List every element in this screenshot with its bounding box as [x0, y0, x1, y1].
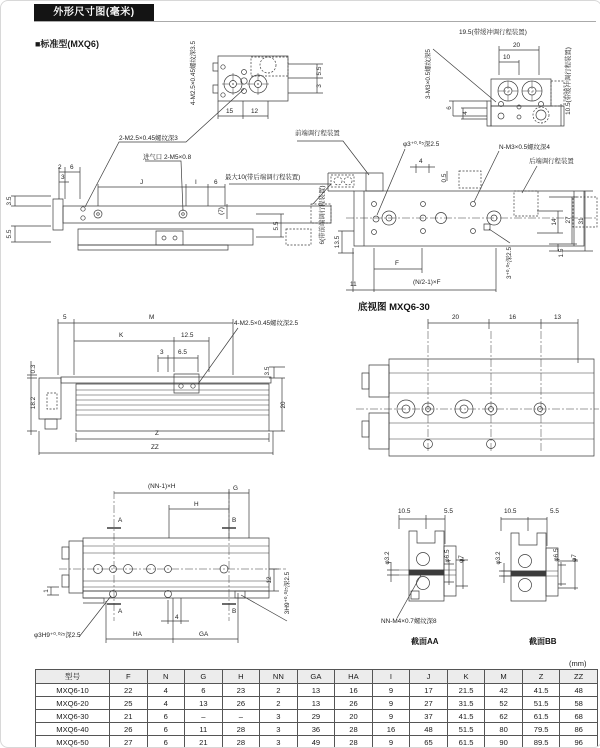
value-cell: 4 — [147, 684, 185, 697]
dia-label: φ6.5 — [554, 548, 560, 561]
section-mark: B — [232, 518, 236, 524]
dim-label: 12 — [251, 109, 258, 115]
slot-note: 3⁺⁰·⁰⁵深2.5 — [507, 247, 513, 279]
standard-type-label: ■标准型(MXQ6) — [35, 37, 99, 50]
table-row — [36, 710, 598, 723]
value-cell: 51.5 — [522, 697, 560, 710]
value-cell: 13 — [297, 697, 335, 710]
value-cell: 27 — [110, 736, 148, 748]
dia-label: φ3.2 — [385, 551, 391, 564]
value-cell: 27 — [410, 697, 448, 710]
thread-note: NN-M4×0.7螺纹深8 — [381, 619, 437, 625]
dim-label: Z — [155, 431, 159, 437]
value-cell: 9 — [372, 710, 410, 723]
value-cell: 17 — [410, 684, 448, 697]
dim-label: 3.5 — [265, 367, 271, 376]
dim-label: 13.5 — [335, 236, 341, 248]
value-cell: 28 — [222, 736, 260, 748]
value-cell: 9 — [372, 697, 410, 710]
dim-label: 3 — [160, 350, 164, 356]
value-cell: 3 — [260, 710, 298, 723]
bottom-view-30-drawing — [356, 319, 599, 456]
value-cell: 2 — [260, 697, 298, 710]
front-adjuster-note: 前端调行程装置 — [295, 131, 340, 137]
dia-label: φ7 — [459, 555, 465, 563]
section-aa-label: 截面AA — [411, 638, 439, 646]
model-cell: MXQ6-30 — [36, 710, 110, 723]
dim-label: H — [194, 502, 199, 508]
dim-label: 11 — [350, 282, 357, 288]
value-cell: 23 — [222, 684, 260, 697]
col-header: G — [185, 670, 223, 684]
col-header-model: 型号 — [36, 670, 110, 684]
value-cell: 79.5 — [522, 723, 560, 736]
value-cell: 13 — [297, 684, 335, 697]
end-view-right-drawing — [433, 46, 564, 126]
value-cell: – — [185, 710, 223, 723]
value-cell: 28 — [222, 723, 260, 736]
col-header: K — [447, 670, 485, 684]
air-port-note: 进气口 2-M5×0.8 — [143, 155, 191, 161]
table-header-row — [36, 670, 598, 684]
dim-label: 12.5 — [181, 333, 193, 339]
value-cell: 51.5 — [447, 723, 485, 736]
header-rule — [34, 21, 596, 22]
section-bb-label: 截面BB — [529, 638, 557, 646]
model-cell: MXQ6-20 — [36, 697, 110, 710]
thread-note: 3-M3×0.5螺纹深5 — [426, 49, 432, 99]
dim-label: 20 — [513, 43, 520, 49]
model-cell: MXQ6-50 — [36, 736, 110, 748]
model-cell: MXQ6-10 — [36, 684, 110, 697]
thread-note: 4-M2.5×0.45螺纹深2.5 — [234, 321, 298, 327]
value-cell: 13 — [185, 697, 223, 710]
value-cell: 61.5 — [447, 736, 485, 748]
page-title — [34, 4, 154, 21]
value-cell: 90 — [485, 736, 523, 748]
page-title-text: 外形尺寸图(毫米) — [53, 7, 134, 18]
bottom-view-drawing — [47, 489, 287, 643]
col-header: Z — [522, 670, 560, 684]
col-header: HA — [335, 670, 373, 684]
dim-label: 10.5 — [504, 509, 516, 515]
value-cell: 16 — [335, 684, 373, 697]
dim-label: HA — [133, 632, 142, 638]
value-cell: 49 — [297, 736, 335, 748]
value-cell: 80 — [485, 723, 523, 736]
value-cell: 37 — [410, 710, 448, 723]
table-row — [36, 736, 598, 748]
dim-label: 15 — [226, 109, 233, 115]
value-cell: 36 — [297, 723, 335, 736]
value-cell: 41.5 — [522, 684, 560, 697]
value-cell: 86 — [560, 723, 598, 736]
dim-label: F — [395, 261, 399, 267]
section-mark: A — [118, 518, 122, 524]
value-cell: 21 — [110, 710, 148, 723]
adjuster-note: 10.5(带缓冲调行程装置) — [566, 47, 572, 115]
value-cell: 6 — [185, 684, 223, 697]
table-row — [36, 684, 598, 697]
dim-label: 1 — [44, 589, 50, 593]
dim-label: 5.5 — [7, 230, 13, 239]
dim-label: 16 — [509, 315, 516, 321]
col-header: F — [110, 670, 148, 684]
value-cell: 31.5 — [447, 697, 485, 710]
dim-label: 4 — [175, 615, 179, 621]
value-cell: 62 — [485, 710, 523, 723]
value-cell: 61.5 — [522, 710, 560, 723]
slot-note: 3H9⁺⁰·⁰²⁵深2.5 — [285, 572, 291, 614]
dim-label: 10.5 — [398, 509, 410, 515]
dim-label: 4 — [419, 159, 423, 165]
dim-label: 6 — [70, 165, 74, 171]
thread-note: 2-M2.5×0.45螺纹深3 — [119, 136, 178, 142]
value-cell: 6 — [147, 723, 185, 736]
table-row — [36, 697, 598, 710]
col-header: N — [147, 670, 185, 684]
side-adjuster-note: 6(带前端调行程装置) — [320, 186, 326, 245]
unit-note: (mm) — [569, 659, 587, 668]
formula-label: (N/2-1)×F — [413, 280, 441, 286]
col-header: H — [222, 670, 260, 684]
value-cell: 28 — [335, 736, 373, 748]
dim-label: 13 — [554, 315, 561, 321]
technical-drawing-linework — [1, 1, 600, 747]
value-cell: 26 — [335, 697, 373, 710]
dim-label: 1.5 — [559, 249, 565, 258]
dim-label: 5.5 — [444, 509, 453, 515]
dim-label: 5.5 — [274, 222, 280, 231]
max-stroke-note: 最大10(带后端调行程装置) — [225, 175, 300, 181]
dim-label: 4 — [463, 111, 469, 115]
value-cell: 65 — [410, 736, 448, 748]
dim-label: GA — [199, 632, 208, 638]
value-cell: 42 — [485, 684, 523, 697]
value-cell: 21 — [185, 736, 223, 748]
col-header: NN — [260, 670, 298, 684]
dim-label: J — [140, 180, 143, 186]
dim-label: 27 — [566, 216, 572, 223]
value-cell: 11 — [185, 723, 223, 736]
value-cell: 58 — [560, 697, 598, 710]
value-cell: 25 — [110, 697, 148, 710]
model-cell: MXQ6-40 — [36, 723, 110, 736]
value-cell: 48 — [560, 684, 598, 697]
value-cell: 28 — [335, 723, 373, 736]
dim-label: 5.5 — [550, 509, 559, 515]
dim-label: 10 — [503, 55, 510, 61]
value-cell: 20 — [335, 710, 373, 723]
col-header: ZZ — [560, 670, 598, 684]
value-cell: 48 — [410, 723, 448, 736]
value-cell: 29 — [297, 710, 335, 723]
dim-label: 3 — [317, 84, 323, 88]
dim-label: 2 — [58, 165, 62, 171]
col-header: I — [372, 670, 410, 684]
value-cell: – — [222, 710, 260, 723]
value-cell: 26 — [110, 723, 148, 736]
col-header: J — [410, 670, 448, 684]
dim-label: M — [149, 315, 154, 321]
adjuster-note: 19.5(带缓冲调行程装置) — [459, 30, 527, 36]
dim-label: 6.5 — [178, 350, 187, 356]
value-cell: 16 — [372, 723, 410, 736]
value-cell: 6 — [147, 710, 185, 723]
value-cell: 96 — [560, 736, 598, 748]
dim-label: 3.5 — [7, 197, 13, 206]
dim-label: 6 — [214, 180, 218, 186]
dim-label: 20 — [281, 401, 287, 408]
dim-label: ZZ — [151, 445, 159, 451]
value-cell: 68 — [560, 710, 598, 723]
dia-label: φ3.2 — [496, 551, 502, 564]
value-cell: 22 — [110, 684, 148, 697]
value-cell: 9 — [372, 736, 410, 748]
dim-label: K — [119, 333, 123, 339]
dim-label: 5 — [63, 315, 67, 321]
hole-note: φ3⁺⁰·⁰⁵深2.5 — [403, 142, 439, 148]
dim-label: 5.5 — [317, 67, 323, 76]
value-cell: 41.5 — [447, 710, 485, 723]
section-mark: B — [232, 609, 236, 615]
dim-label: 20 — [452, 315, 459, 321]
dia-label: φ6.5 — [445, 549, 451, 562]
dim-label: 12 — [267, 576, 273, 583]
dim-label: G — [233, 486, 238, 492]
value-cell: 6 — [147, 736, 185, 748]
dimension-table-wrap — [35, 669, 598, 748]
value-cell: 2 — [260, 684, 298, 697]
dim-label: 18.2 — [31, 397, 37, 409]
dim-label: I — [195, 180, 197, 186]
hole-note: φ3H9⁺⁰·⁰²⁵深2.5 — [34, 633, 81, 639]
dim-label: 6 — [447, 106, 453, 110]
dim-label: 31 — [579, 217, 585, 224]
value-cell: 3 — [260, 723, 298, 736]
col-header: M — [485, 670, 523, 684]
value-cell: 21.5 — [447, 684, 485, 697]
formula-label: (NN-1)×H — [148, 484, 176, 490]
value-cell: 89.5 — [522, 736, 560, 748]
dim-label: 0.3 — [31, 365, 37, 374]
col-header: GA — [297, 670, 335, 684]
thread-note: 4-M2.5×0.45螺纹深3.5 — [191, 41, 197, 105]
bottom-view-title: 底视图 MXQ6-30 — [358, 303, 430, 313]
dimension-table — [35, 669, 598, 748]
dim-label: 14 — [552, 218, 558, 225]
value-cell: 3 — [260, 736, 298, 748]
dia-label: φ7 — [572, 554, 578, 562]
value-cell: 9 — [372, 684, 410, 697]
sections-drawing — [387, 515, 578, 618]
value-cell: 52 — [485, 697, 523, 710]
rear-adjuster-note: 后端调行程装置 — [529, 159, 574, 165]
dim-label: 0.5 — [442, 174, 448, 183]
value-cell: 26 — [222, 697, 260, 710]
thread-note: N-M3×0.5螺纹深4 — [499, 145, 550, 151]
section-mark: A — [118, 609, 122, 615]
dim-label: 3 — [61, 175, 65, 181]
table-row — [36, 723, 598, 736]
dim-label: (7) — [219, 207, 225, 215]
value-cell: 4 — [147, 697, 185, 710]
